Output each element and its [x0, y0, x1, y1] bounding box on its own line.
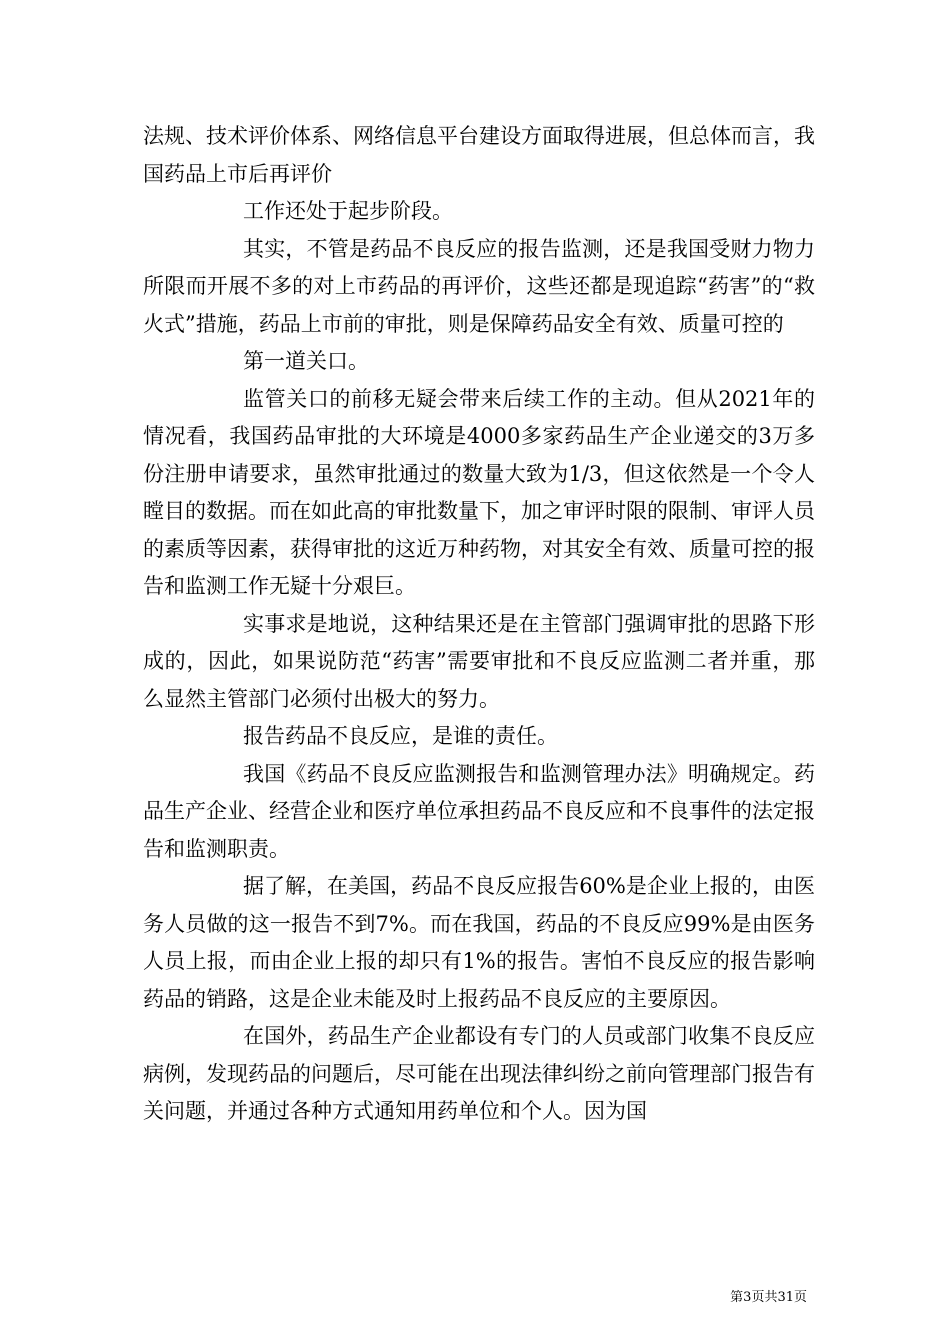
- paragraph: 报告药品不良反应，是谁的责任。: [243, 724, 558, 748]
- paragraph: 在国外，药品生产企业都设有专门的人员或部门收集不良反应病例，发现药品的问题后，尽可能在出现法律纠纷之前向管理部门报告有关问题，并通过各种方式通知用药单位和个人。因为国: [143, 1024, 815, 1123]
- paragraph: 据了解，在美国，药品不良反应报告60%是企业上报的，由医务人员做的这一报告不到7%。而在我国，药品的不良反应99%是由医务人员上报，而由企业上报的却只有1%的报告。害怕不良反应的报告影响药品的销路，这是企业未能及时上报药品不良反应的主要原因。: [143, 874, 815, 1011]
- paragraph: 监管关口的前移无疑会带来后续工作的主动。但从2021年的情况看，我国药品审批的大环境是4000多家药品生产企业递交的3万多份注册申请要求，虽然审批通过的数量大致为1/3，但这依然是一个令人瞠目的数据。而在如此高的审批数量下，加之审评时限的限制、审评人员的素质等因素，获得审批的这近万种药物，对其安全有效、质量可控的报告和监测工作无疑十分艰巨。: [143, 386, 815, 598]
- page-body: [143, 118, 815, 1131]
- paragraph: 工作还处于起步阶段。: [243, 199, 453, 223]
- paragraph: 我国《药品不良反应监测报告和监测管理办法》明确规定。药品生产企业、经营企业和医疗单位承担药品不良反应和不良事件的法定报告和监测职责。: [143, 761, 815, 861]
- page-number-footer: 第3页共31页: [730, 1290, 807, 1305]
- paragraph: 实事求是地说，这种结果还是在主管部门强调审批的思路下形成的，因此，如果说防范“药害”需要审批和不良反应监测二者并重，那么显然主管部门必须付出极大的努力。: [143, 611, 815, 711]
- paragraph: 第一道关口。: [243, 349, 369, 373]
- paragraph: 法规、技术评价体系、网络信息平台建设方面取得进展，但总体而言，我国药品上市后再评价: [143, 124, 815, 186]
- paragraph: 其实，不管是药品不良反应的报告监测，还是我国受财力物力所限而开展不多的对上市药品的再评价，这些还都是现追踪“药害”的“救火式”措施，药品上市前的审批，则是保障药品安全有效、质量可控的: [143, 236, 815, 336]
